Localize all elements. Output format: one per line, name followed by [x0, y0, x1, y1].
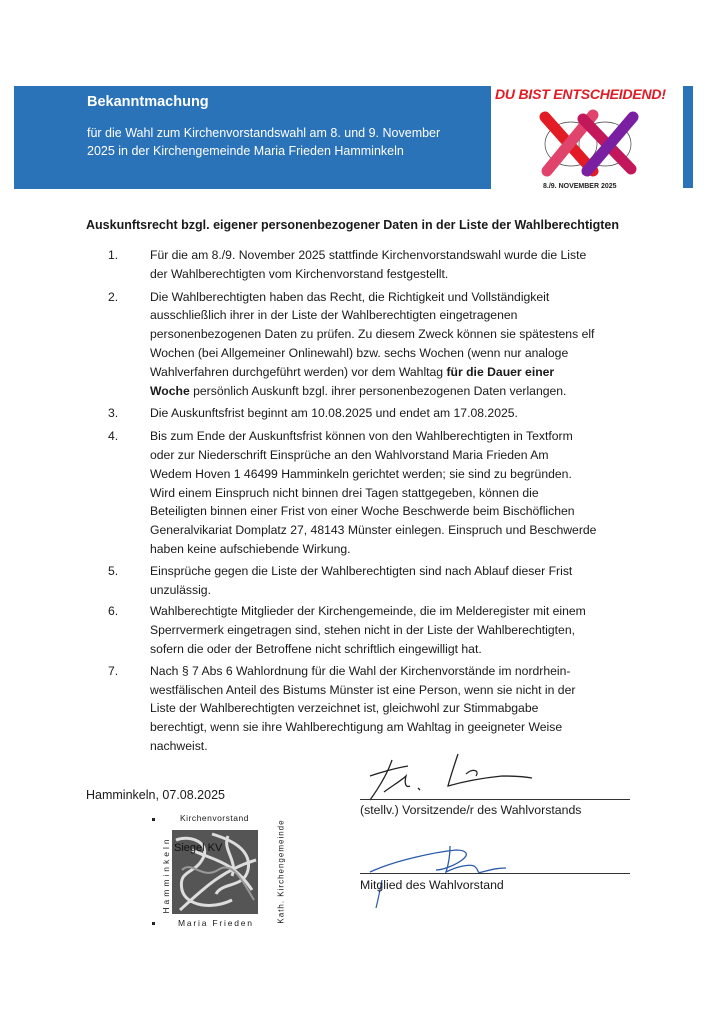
item-line: oder zur Niederschrift Einsprüche an den Wahlvorstand Maria Frieden Am — [150, 447, 549, 462]
item-line: Die Auskunftsfrist beginnt am 10.08.2025 und endet am 17.08.2025. — [150, 406, 518, 421]
item-line: ausschließlich ihrer in der Liste der Wahlberechtigten eingetragenen — [150, 308, 518, 323]
signature-member — [366, 840, 516, 910]
election-logo — [491, 86, 683, 196]
list-item-6 — [86, 602, 646, 658]
emphasis-text: für die Dauer einer — [446, 364, 555, 379]
seal-dot — [152, 922, 155, 925]
seal-text-top: Kirchenvorstand — [180, 813, 249, 823]
seal-text-bottom: Maria Frieden — [178, 918, 254, 928]
list-item-4 — [86, 427, 646, 559]
item-line: der Wahlberechtigten vom Kirchenvorstand festgestellt. — [150, 266, 449, 281]
item-line-mixed — [150, 363, 646, 382]
item-line-mixed — [150, 382, 646, 401]
list-item-3 — [86, 404, 646, 423]
item-number: 5. — [108, 563, 119, 578]
section-heading: Auskunftsrecht bzgl. eigener personenbezogener Daten in der Liste der Wahlberechtigten — [86, 218, 619, 232]
item-line-text: Wahlverfahren durchgeführt werden) vor dem Wahltag — [150, 364, 444, 379]
list-item-2 — [86, 288, 646, 401]
banner-title: Bekanntmachung — [87, 94, 209, 110]
item-line: westfälischen Anteil des Bistums Münster ist eine Person, wenn sie nicht in der — [150, 682, 576, 697]
parish-seal — [152, 812, 286, 930]
list-item-5 — [86, 562, 646, 600]
seal-text-left: Hamminkeln — [161, 836, 171, 914]
ballot-cross-icon — [531, 105, 651, 183]
item-line: Für die am 8./9. November 2025 stattfinde Kirchenvorstandswahl wurde die Liste — [150, 248, 587, 262]
item-line: Beteiligten binnen einer Frist von einer Woche Beschwerde beim Bischöflichen — [150, 504, 575, 519]
logo-slogan: DU BIST ENTSCHEIDEND! — [495, 86, 666, 102]
signature-line-chair — [360, 799, 630, 800]
item-number: 7. — [108, 663, 119, 678]
emphasis-text: Woche — [150, 383, 190, 398]
announcement-banner — [14, 86, 530, 189]
seal-text-right: Kath. Kirchengemeinde — [276, 819, 286, 924]
item-line: Nach § 7 Abs 6 Wahlordnung für die Wahl der Kirchenvorstände im nordrhein- — [150, 663, 571, 678]
item-line-text: persönlich Auskunft bzgl. ihrer personenbezogenen Daten verlangen. — [189, 383, 567, 398]
item-number: 1. — [108, 248, 119, 262]
item-number: 4. — [108, 429, 119, 444]
item-line: Wochen (bei Allgemeiner Onlinewahl) bzw. sechs Wochen (wenn nur analoge — [150, 345, 569, 360]
item-line: Bis zum Ende der Auskunftsfrist können von den Wahlberechtigten in Textform — [150, 429, 573, 444]
item-line: Sperrvermerk eingetragen sind, stehen nicht in der Liste der Wahlberechtigten, — [150, 623, 575, 638]
item-number: 6. — [108, 604, 119, 619]
item-line: haben keine aufschiebende Wirkung. — [150, 541, 351, 556]
banner-subtitle-line-2: 2025 in der Kirchengemeinde Maria Frieden Hamminkeln — [87, 144, 404, 158]
numbered-list — [86, 246, 646, 756]
logo-date: 8./9. NOVEMBER 2025 — [543, 183, 617, 190]
item-number: 3. — [108, 406, 119, 421]
seal-dot — [152, 818, 155, 821]
signature-caption-member: Mitglied des Wahlvorstand — [360, 878, 504, 892]
seal-label: Siegel KV — [174, 842, 223, 854]
item-line: Wahlberechtigte Mitglieder der Kirchengemeinde, die im Melderegister mit einem — [150, 604, 586, 619]
banner-subtitle-line-1: für die Wahl zum Kirchenvorstandswahl am 8. und 9. November — [87, 126, 441, 140]
item-line: nachweist. — [150, 738, 208, 753]
item-line: Generalvikariat Domplatz 27, 48143 Münster einlegen. Einspruch und Beschwerde — [150, 523, 597, 538]
item-line: Wird einem Einspruch nicht binnen drei Tagen stattgegeben, können die — [150, 485, 539, 500]
item-line: sofern die oder der Betroffene nicht schriftlich eingewilligt hat. — [150, 641, 482, 656]
list-item-1 — [86, 246, 646, 284]
item-line: berechtigt, wenn sie ihre Wahlberechtigung am Wahltag in geeigneter Weise — [150, 720, 563, 735]
item-line: Einsprüche gegen die Liste der Wahlberechtigten sind nach Ablauf dieser Frist — [150, 563, 573, 578]
item-line: Wedem Hoven 1 46499 Hamminkeln gerichtet werden; sie sind zu begründen. — [150, 466, 572, 481]
item-line: unzulässig. — [150, 582, 211, 597]
item-line: Die Wahlberechtigten haben das Recht, die Richtigkeit und Vollständigkeit — [150, 289, 550, 304]
list-item-7 — [86, 662, 646, 756]
signature-caption-chair: (stellv.) Vorsitzende/r des Wahlvorstands — [360, 803, 582, 817]
signature-chair — [362, 746, 542, 804]
banner-accent-strip — [683, 86, 693, 188]
item-line: personenbezogenen Daten zu prüfen. Zu diesem Zweck können sie spätestens elf — [150, 327, 595, 342]
signature-line-member — [360, 873, 630, 874]
place-date: Hamminkeln, 07.08.2025 — [86, 788, 225, 802]
item-line: Liste der Wahlberechtigten verzeichnet ist, gleichwohl zur Stimmabgabe — [150, 701, 539, 716]
item-number: 2. — [108, 289, 119, 304]
